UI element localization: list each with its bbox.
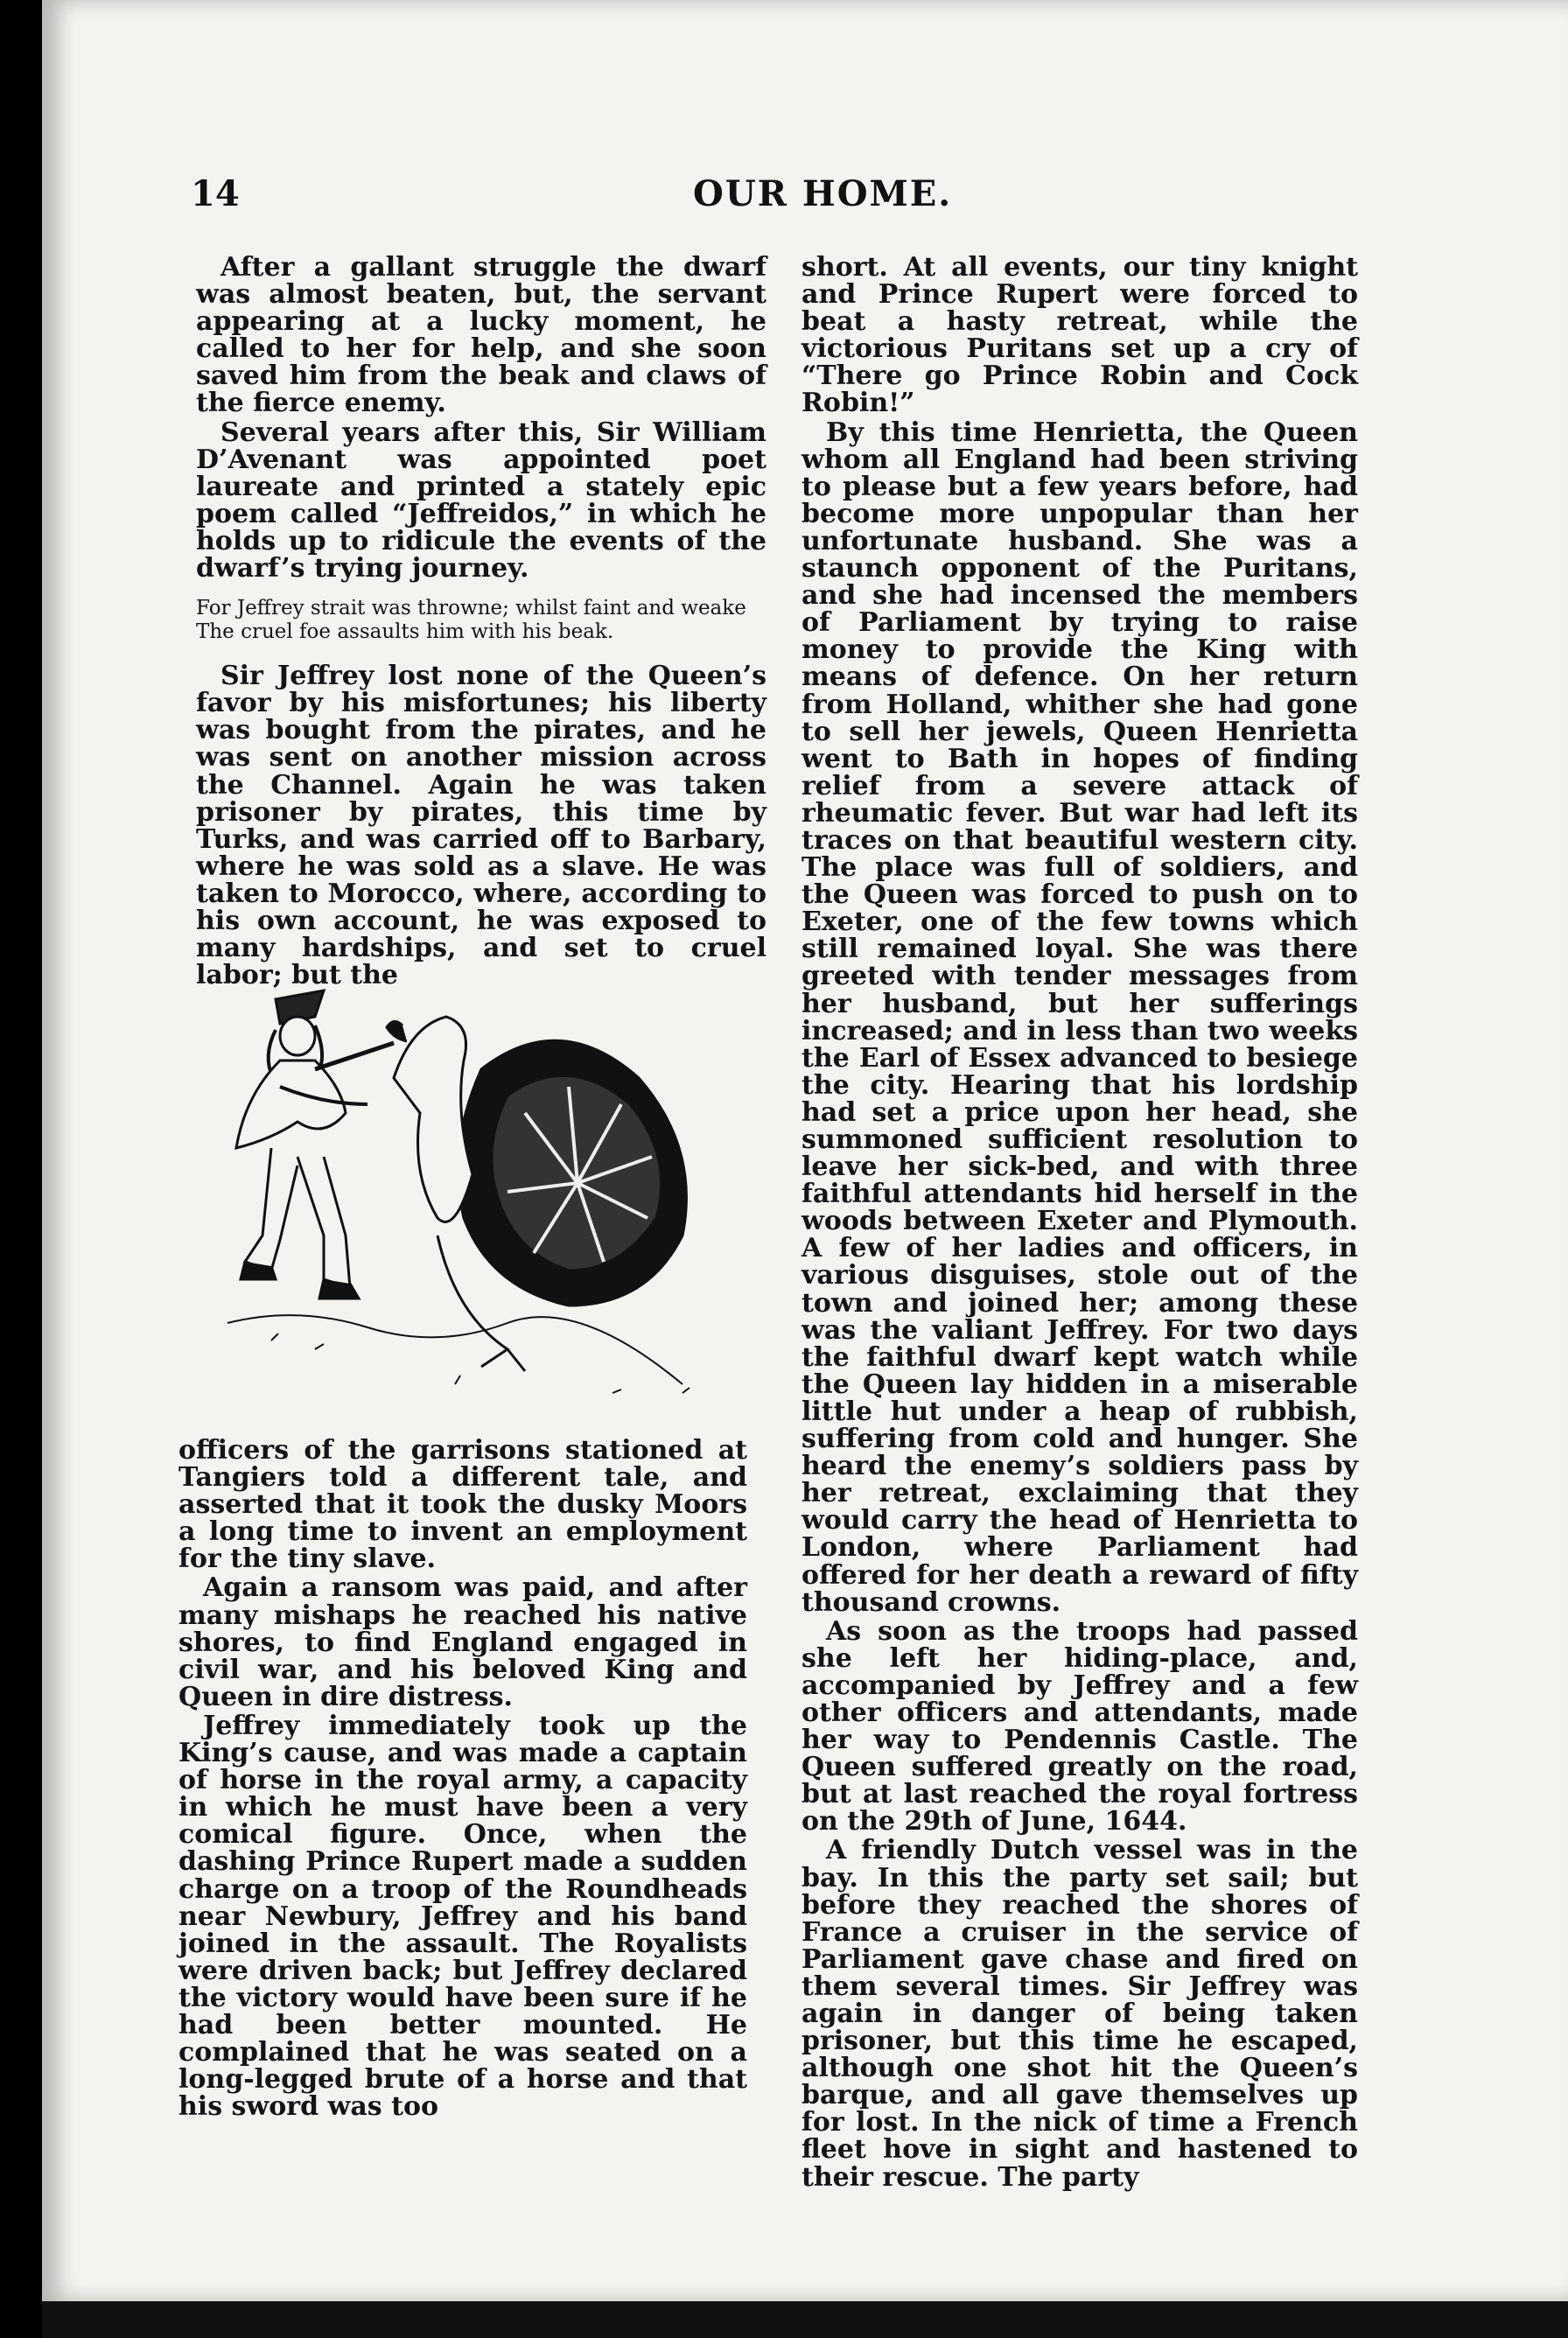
running-title: OUR HOME. bbox=[693, 173, 953, 214]
paragraph: Sir Jeffrey lost none of the Queen’s favor by his misfortunes; his liberty was bought from the pirates, and he was sent on another mission across the Channel. Again he was taken prisoner by pirates, this time by Turks, and was carried off to Barbary, where he was sold as a slave. He was taken to Morocco, where, according to his own account, he was exposed to many hardships, and set to cruel labor; but the bbox=[196, 661, 766, 991]
dwarf-and-turkey-illustration bbox=[192, 973, 752, 1410]
scan-edge bbox=[42, 2301, 1568, 2338]
paragraph: officers of the garrisons stationed at Tangiers told a different tale, and asserted that it took the dusky Moors a long time to invent an employment for the tiny slave. bbox=[178, 1435, 747, 1575]
quote-line: The cruel foe assaults him with his beak. bbox=[196, 620, 614, 644]
dwarf-figure-icon bbox=[236, 990, 394, 1298]
left-column-bottom bbox=[178, 1435, 747, 2123]
verse-quote bbox=[196, 598, 766, 643]
paragraph: As soon as the troops had passed she left her hiding-place, and, accompanied by Jeffrey and a few other officers and attendants, made her way to Pendennis Castle. The Queen suffered greatly on the road, but at last reached the royal fortress on the 29th of June, 1644. bbox=[802, 1615, 1358, 1838]
paragraph: By this time Henrietta, the Queen whom all England had been striving to please but a few years before, had become more unpopular than her unfortunate husband. She was a staunch opponent of the Puritans, and she had incensed the members of Parliament by trying to raise money to provide the King with means of defence. On her return from Holland, whither she had gone to sell her jewels, Queen Henrietta went to Bath in hopes of finding relief from a severe attack of rheumatic fever. But war had left its traces on that beautiful western city. The place was full of soldiers, and the Queen was forced to push on to Exeter, one of the few towns which still remained loyal. She was there greeted with tender messages from her husband, but her sufferings increased; and in less than two weeks the Earl of Essex advanced to besiege the city. Hearing that his lordship had set a price upon her head, she summoned sufficient resolution to leave her sick-bed, and with three faithful attendants hid herself in the woods between Exeter and Plymouth. A few of her ladies and officers, in various disguises, stole out of the town and joined her; among these was the valiant Jeffrey. For two days the faithful dwarf kept watch while the Queen lay hidden in a miserable little hut under a heap of rubbish, suffering from cold and hunger. She heard the enemy’s soldiers pass by her retreat, exclaiming that they would carry the head of Henrietta to London, where Parliament had offered for her death a reward of fifty thousand crowns. bbox=[802, 416, 1358, 1618]
paragraph: Several years after this, Sir William D’Avenant was appointed poet laureate and printed a stately epic poem called “Jeffreidos,” in which he holds up to ridicule the events of the dwarf’s trying journey. bbox=[196, 416, 766, 584]
paragraph: short. At all events, our tiny knight and Prince Rupert were forced to beat a hasty retreat, while the victorious Puritans set up a cry of “There go Prince Robin and Cock Robin!” bbox=[802, 252, 1358, 419]
left-column-top bbox=[196, 254, 766, 989]
right-column bbox=[802, 254, 1358, 2191]
page-number: 14 bbox=[191, 173, 240, 214]
paragraph: A friendly Dutch vessel was in the bay. In this the party set sail; but before they reached the shores of France a cruiser in the service of Parliament gave chase and fired on them several times. Sir Jeffrey was again in danger of being taken prisoner, but this time he escaped, although one shot hit the Queen’s barque, and all gave themselves up for lost. In the nick of time a French fleet hove in sight and hastened to their rescue. The party bbox=[802, 1835, 1358, 2193]
paragraph: Again a ransom was paid, and after many mishaps he reached his native shores, to find England engaged in civil war, and his beloved King and Queen in dire distress. bbox=[178, 1572, 747, 1712]
turkey-icon bbox=[387, 1017, 686, 1371]
paragraph: After a gallant struggle the dwarf was almost beaten, but, the servant appearing at a lucky moment, he called to her for help, and she soon saved him from the beak and claws of the fierce enemy. bbox=[196, 252, 766, 419]
quote-line: For Jeffrey strait was throwne; whilst faint and weake bbox=[196, 597, 746, 620]
paragraph: Jeffrey immediately took up the King’s cause, and was made a captain of horse in the royal army, a capacity in which he must have been a very comical figure. Once, when the dashing Prince Rupert made a sudden charge on a troop of the Roundheads near Newbury, Jeffrey and his band joined in the assault. The Royalists were driven back; but Jeffrey declared the victory would have been sure if he had been better mounted. He complained that he was seated on a long-legged brute of a horse and that his sword was too bbox=[178, 1710, 747, 2123]
